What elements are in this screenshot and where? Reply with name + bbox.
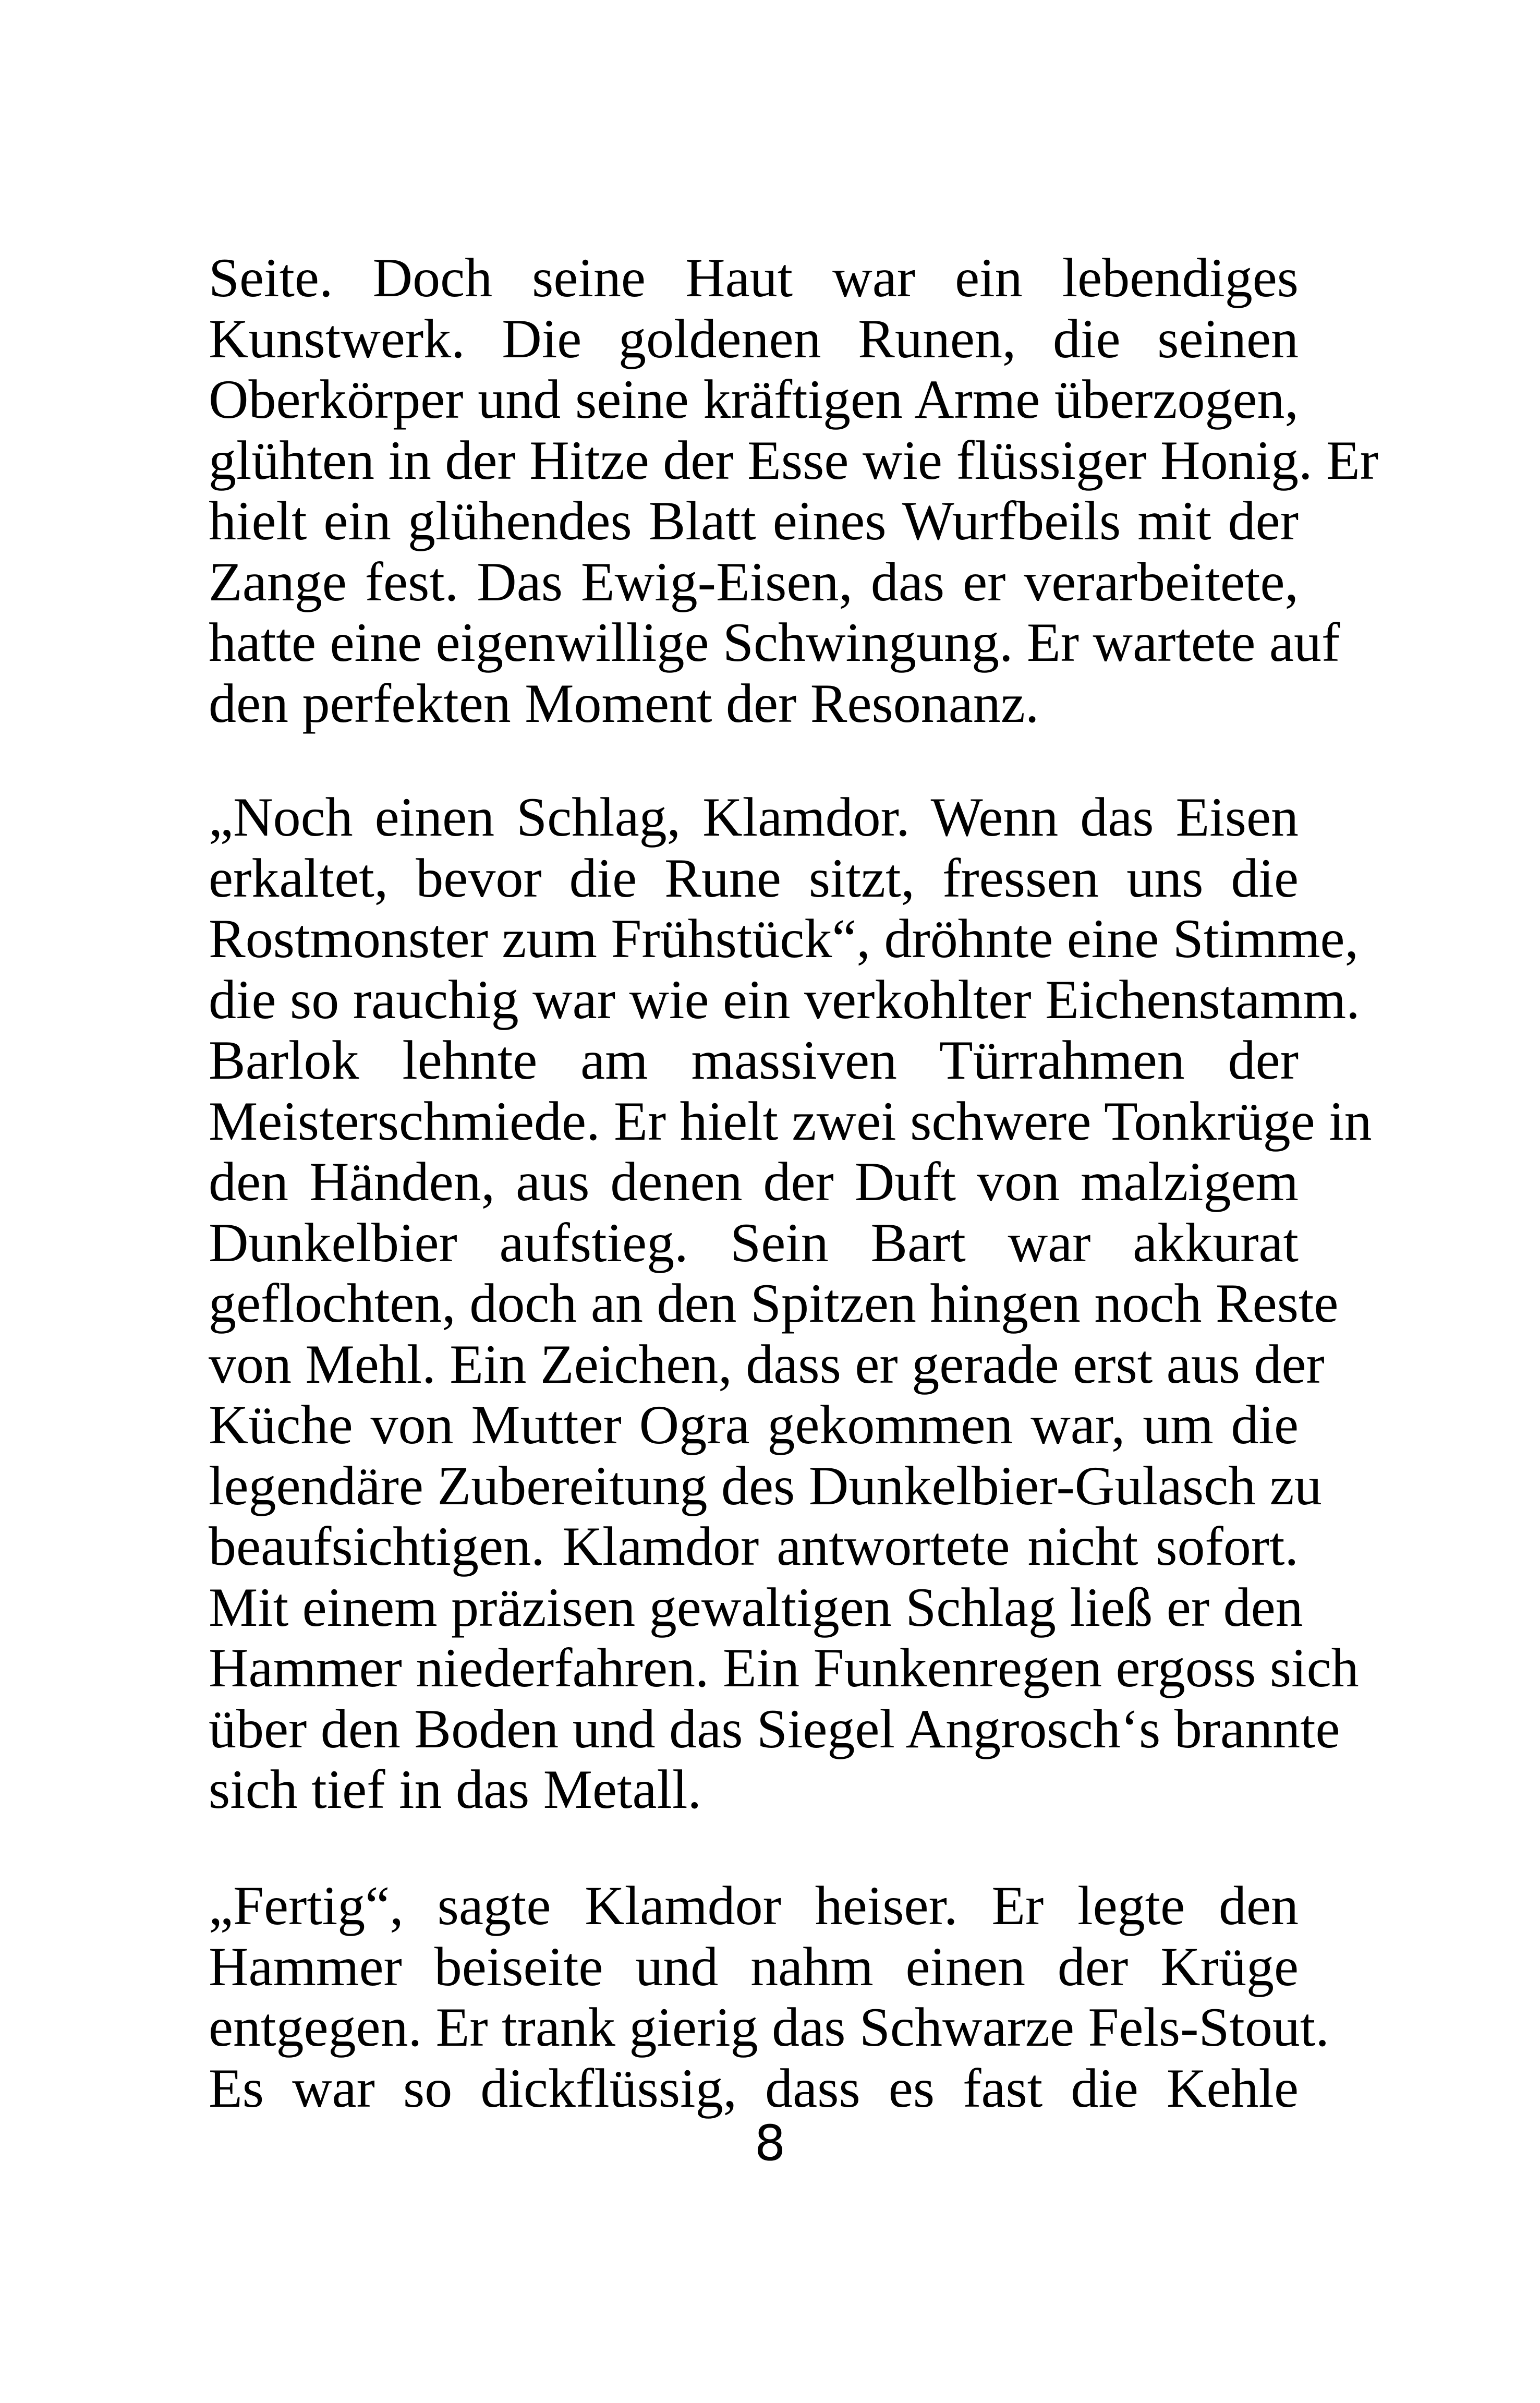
- text-line: über den Boden und das Siegel Angrosch‘s brannte: [209, 1698, 1340, 1759]
- paragraph-2: [209, 787, 1372, 1820]
- text-line: beaufsichtigen. Klamdor antwortete nicht sofort.: [209, 1516, 1299, 1577]
- text-line: Es war so dickflüssig, dass es fast die Kehle: [209, 2057, 1299, 2119]
- text-line: Dunkelbier aufstieg. Sein Bart war akkurat: [209, 1212, 1299, 1273]
- text-line: erkaltet, bevor die Rune sitzt, fressen uns die: [209, 847, 1299, 909]
- text-line: Hammer beiseite und nahm einen der Krüge: [209, 1936, 1299, 1997]
- text-line: Meisterschmiede. Er hielt zwei schwere Tonkrüge in: [209, 1090, 1372, 1152]
- text-line: Zange fest. Das Ewig-Eisen, das er verarbeitete,: [209, 551, 1299, 612]
- text-line: Mit einem präzisen gewaltigen Schlag ließ er den: [209, 1576, 1303, 1638]
- page-number: 8: [754, 2115, 786, 2172]
- text-line: die so rauchig war wie ein verkohlter Eichenstamm.: [209, 969, 1360, 1030]
- text-line: Rostmonster zum Frühstück“, dröhnte eine Stimme,: [209, 908, 1359, 969]
- text-line: sich tief in das Metall.: [209, 1759, 701, 1820]
- paragraph-3: [209, 1875, 1329, 2119]
- text-line: Küche von Mutter Ogra gekommen war, um die: [209, 1394, 1299, 1455]
- text-line: geflochten, doch an den Spitzen hingen noch Reste: [209, 1273, 1339, 1334]
- text-line: „Fertig“, sagte Klamdor heiser. Er legte den: [209, 1875, 1299, 1936]
- text-line: hielt ein glühendes Blatt eines Wurfbeils mit der: [209, 490, 1299, 551]
- text-line: hatte eine eigenwillige Schwingung. Er wartete auf: [209, 612, 1340, 673]
- text-line: legendäre Zubereitung des Dunkelbier-Gulasch zu: [209, 1455, 1322, 1516]
- paragraph-1: [209, 247, 1379, 734]
- text-line: Barlok lehnte am massiven Türrahmen der: [209, 1030, 1299, 1091]
- text-line: von Mehl. Ein Zeichen, dass er gerade erst aus der: [209, 1333, 1325, 1395]
- text-line: Kunstwerk. Die goldenen Runen, die seinen: [209, 308, 1299, 369]
- text-line: Hammer niederfahren. Ein Funkenregen ergoss sich: [209, 1637, 1359, 1698]
- text-line: glühten in der Hitze der Esse wie flüssiger Honig. Er: [209, 429, 1379, 491]
- text-line: Oberkörper und seine kräftigen Arme überzogen,: [209, 369, 1299, 430]
- text-line: den perfekten Moment der Resonanz.: [209, 672, 1039, 734]
- text-line: entgegen. Er trank gierig das Schwarze Fels-Stout.: [209, 1997, 1329, 2058]
- text-line: Seite. Doch seine Haut war ein lebendiges: [209, 247, 1299, 308]
- text-line: „Noch einen Schlag, Klamdor. Wenn das Eisen: [209, 787, 1299, 848]
- text-line: den Händen, aus denen der Duft von malzigem: [209, 1151, 1299, 1212]
